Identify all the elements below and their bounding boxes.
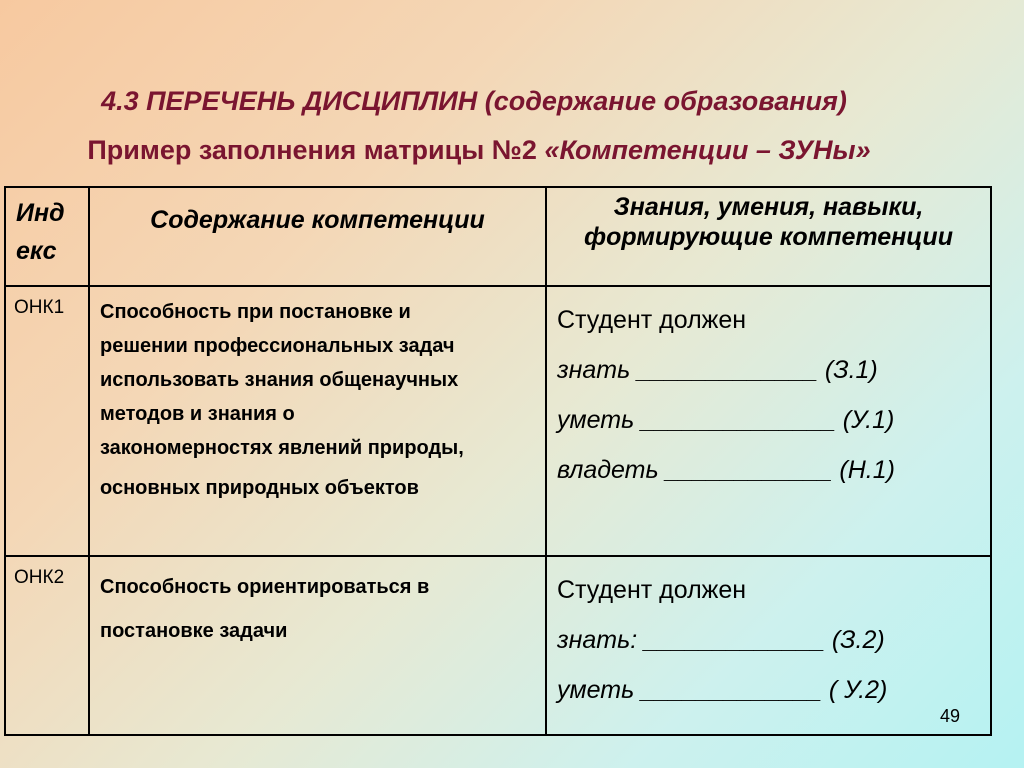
zun-item-skill: уметь _____________ ( У.2) <box>557 676 888 704</box>
slide-title: 4.3 ПЕРЕЧЕНЬ ДИСЦИПЛИН (содержание образования) <box>101 86 847 116</box>
zun-item-skill: уметь ______________ (У.1) <box>557 406 895 434</box>
competence-line: закономерностях явлений природы, <box>100 437 464 459</box>
slide-subtitle <box>0 135 991 166</box>
competence-description <box>89 286 546 556</box>
competence-matrix-table <box>4 186 992 736</box>
header-zun-line2: формирующие компетенции <box>584 223 953 251</box>
header-zun <box>546 187 991 286</box>
table-row-onk1 <box>5 286 991 556</box>
page-number: 49 <box>940 706 961 726</box>
subtitle-quoted: «Компетенции – ЗУНы» <box>544 135 871 165</box>
competence-line: использовать знания общенаучных <box>100 369 459 391</box>
competence-line: основных природных объектов <box>100 477 419 499</box>
header-index-line1: Инд <box>16 199 65 227</box>
row-index: ОНК2 <box>5 556 89 735</box>
student-must-text: Студент должен <box>557 306 747 334</box>
subtitle-plain: Пример заполнения матрицы №2 <box>87 135 545 165</box>
header-content: Содержание компетенции <box>89 187 546 286</box>
header-index-line2: екс <box>16 237 57 265</box>
competence-line: постановке задачи <box>100 620 288 642</box>
competence-line: Способность при постановке и <box>100 301 411 323</box>
header-index <box>5 187 89 286</box>
student-must-text: Студент должен <box>557 576 747 604</box>
header-zun-line1: Знания, умения, навыки, <box>613 193 924 221</box>
competence-line: методов и знания о <box>100 403 295 425</box>
zun-item-master: владеть ____________ (Н.1) <box>557 456 895 484</box>
zun-item-know: знать _____________ (З.1) <box>557 356 878 384</box>
row-index: ОНК1 <box>5 286 89 556</box>
zun-cell <box>546 556 991 735</box>
competence-line: Способность ориентироваться в <box>100 576 430 598</box>
competence-description <box>89 556 546 735</box>
competence-line: решении профессиональных задач <box>100 335 455 357</box>
zun-item-know: знать: _____________ (З.2) <box>557 626 885 654</box>
table-header-row <box>5 187 991 286</box>
zun-cell <box>546 286 991 556</box>
table-row-onk2 <box>5 556 991 735</box>
